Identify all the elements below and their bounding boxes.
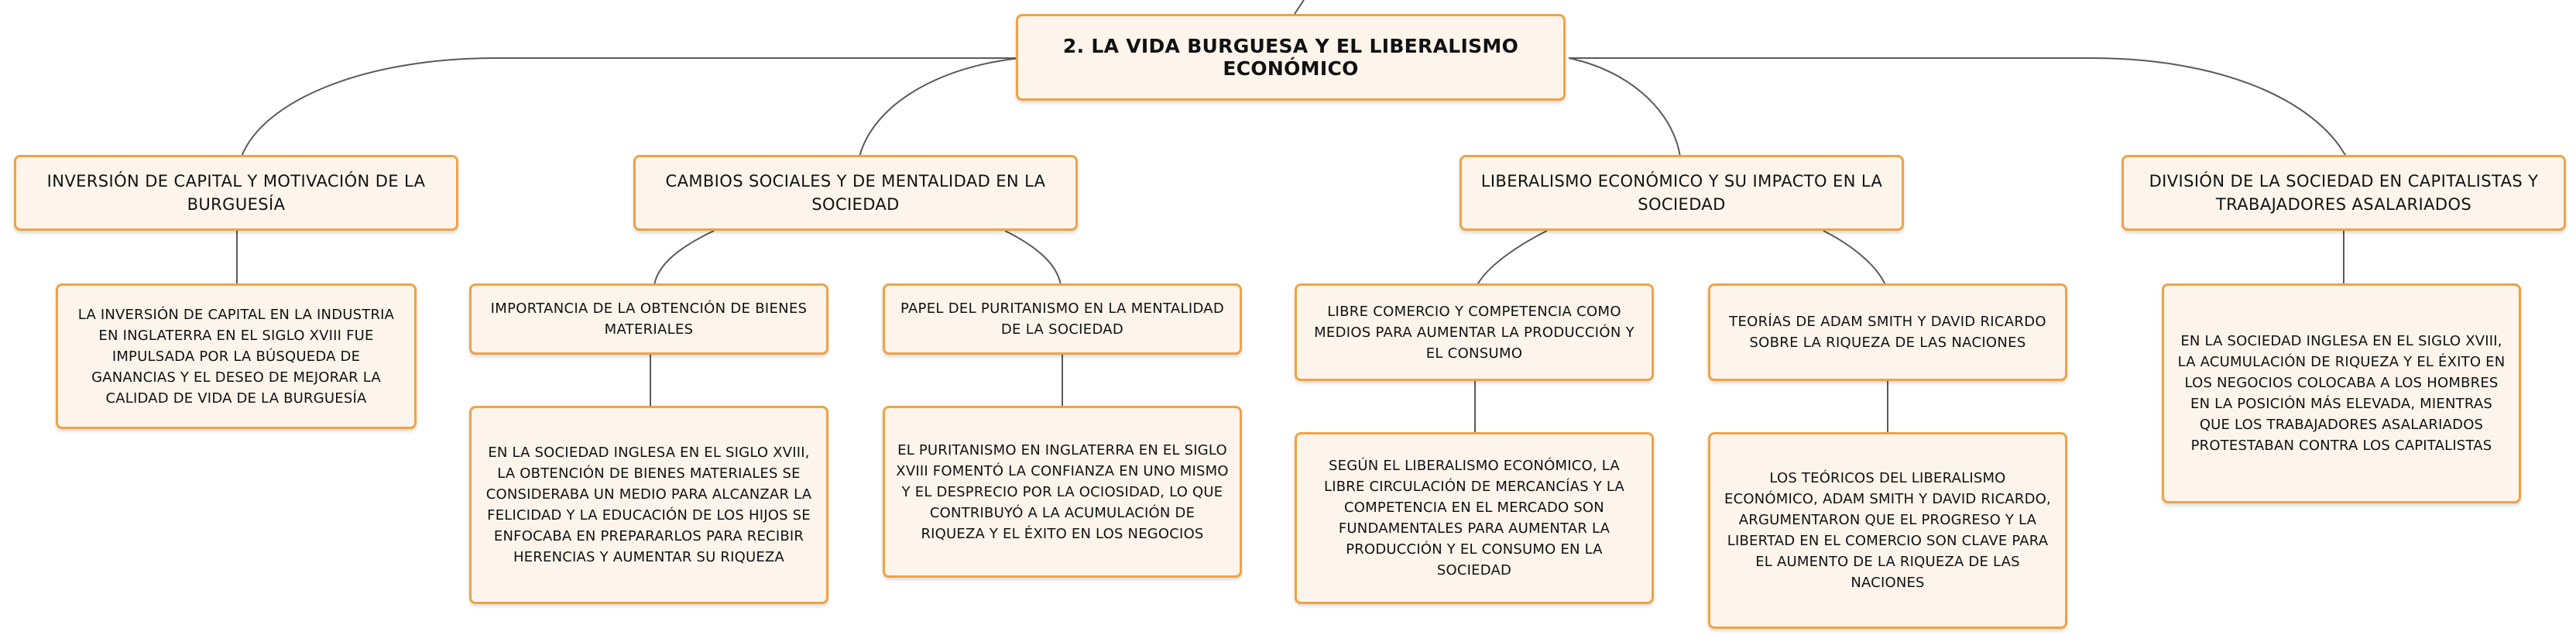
detail-capital-investment[interactable]: [56, 283, 417, 429]
detail-text: LA INVERSIÓN DE CAPITAL EN LA INDUSTRIA EN INGLATERRA EN EL SIGLO XVIII FUE IMPULSADA POR LA BÚSQUEDA DE GANANCIAS Y EL DESEO DE MEJORAR LA CALIDAD DE VIDA DE LA BURGUESÍA: [77, 306, 395, 407]
branch-title: LIBERALISMO ECONÓMICO Y SU IMPACTO EN LA SOCIEDAD: [1480, 172, 1883, 214]
branch-society-division[interactable]: [2122, 155, 2566, 231]
detail-free-trade[interactable]: [1295, 432, 1654, 604]
detail-text: EN LA SOCIEDAD INGLESA EN EL SIGLO XVIII, LA OBTENCIÓN DE BIENES MATERIALES SE CONSIDERABA UN MEDIO PARA ALCANZAR LA FELICIDAD Y LA EDUCACIÓN DE LOS HIJOS SE ENFOCABA EN PREPARARLOS PARA RECIBIR HERENCIAS Y AUMENTAR SU RIQUEZA: [485, 445, 812, 565]
connector-branch-2-sub-1: [654, 231, 714, 285]
connector-root-branch-3: [1569, 58, 1680, 156]
connector-root-branch-1: [242, 58, 1020, 156]
detail-puritanism[interactable]: [883, 406, 1242, 578]
subtopic-title: LIBRE COMERCIO Y COMPETENCIA COMO MEDIOS PARA AUMENTAR LA PRODUCCIÓN Y EL CONSUMO: [1314, 303, 1634, 362]
connector-root-parent: [1295, 0, 1304, 14]
detail-material-goods[interactable]: [469, 406, 828, 604]
connector-root-branch-2: [859, 58, 1020, 156]
subtopic-smith-ricardo[interactable]: [1708, 283, 2067, 381]
detail-society-division[interactable]: [2162, 283, 2521, 503]
subtopic-free-trade[interactable]: [1295, 283, 1654, 381]
detail-text: EL PURITANISMO EN INGLATERRA EN EL SIGLO XVIII FOMENTÓ LA CONFIANZA EN UNO MISMO Y EL DESPRECIO POR LA OCIOSIDAD, LO QUE CONTRIBUYÓ A LA ACUMULACIÓN DE RIQUEZA Y EL ÉXITO EN LOS NEGOCIOS: [896, 441, 1229, 542]
branch-title: CAMBIOS SOCIALES Y DE MENTALIDAD EN LA SOCIEDAD: [665, 172, 1046, 214]
subtopic-title: PAPEL DEL PURITANISMO EN LA MENTALIDAD DE LA SOCIEDAD: [900, 300, 1225, 338]
subtopic-title: TEORÍAS DE ADAM SMITH Y DAVID RICARDO SOBRE LA RIQUEZA DE LAS NACIONES: [1729, 314, 2046, 351]
detail-smith-ricardo[interactable]: [1708, 432, 2067, 629]
branch-capital-investment[interactable]: [14, 155, 458, 231]
subtopic-material-goods[interactable]: [469, 283, 828, 355]
connector-branch-3-sub-1: [1477, 231, 1547, 285]
branch-social-changes[interactable]: [633, 155, 1078, 231]
subtopic-puritanism[interactable]: [883, 283, 1242, 355]
subtopic-title: IMPORTANCIA DE LA OBTENCIÓN DE BIENES MATERIALES: [490, 300, 808, 338]
branch-economic-liberalism[interactable]: [1460, 155, 1904, 231]
root-node[interactable]: [1016, 14, 1566, 101]
detail-text: LOS TEÓRICOS DEL LIBERALISMO ECONÓMICO, ADAM SMITH Y DAVID RICARDO, ARGUMENTARON QUE EL PROGRESO Y LA LIBERTAD EN EL COMERCIO SON CLAVE PARA EL AUMENTO DE LA RIQUEZA DE LAS NACIONES: [1724, 470, 2051, 591]
connector-branch-3-sub-2: [1823, 231, 1885, 285]
branch-title: DIVISIÓN DE LA SOCIEDAD EN CAPITALISTAS Y TRABAJADORES ASALARIADOS: [2149, 172, 2539, 214]
connector-root-branch-4: [1569, 58, 2346, 156]
detail-text: SEGÚN EL LIBERALISMO ECONÓMICO, LA LIBRE CIRCULACIÓN DE MERCANCÍAS Y LA COMPETENCIA EN EL MERCADO SON FUNDAMENTALES PARA AUMENTAR LA PRODUCCIÓN Y EL CONSUMO EN LA SOCIEDAD: [1323, 458, 1624, 578]
branch-title: INVERSIÓN DE CAPITAL Y MOTIVACIÓN DE LA BURGUESÍA: [46, 172, 426, 214]
detail-text: EN LA SOCIEDAD INGLESA EN EL SIGLO XVIII, LA ACUMULACIÓN DE RIQUEZA Y EL ÉXITO EN LOS NEGOCIOS COLOCABA A LOS HOMBRES EN LA POSICIÓN MÁS ELEVADA, MIENTRAS QUE LOS TRABAJADORES ASALARIADOS PROTESTABAN CONTRA LOS CAPITALISTAS: [2177, 333, 2506, 454]
root-title: 2. LA VIDA BURGUESA Y EL LIBERALISMO ECONÓMICO: [1062, 35, 1519, 80]
connector-branch-2-sub-2: [1005, 231, 1061, 285]
